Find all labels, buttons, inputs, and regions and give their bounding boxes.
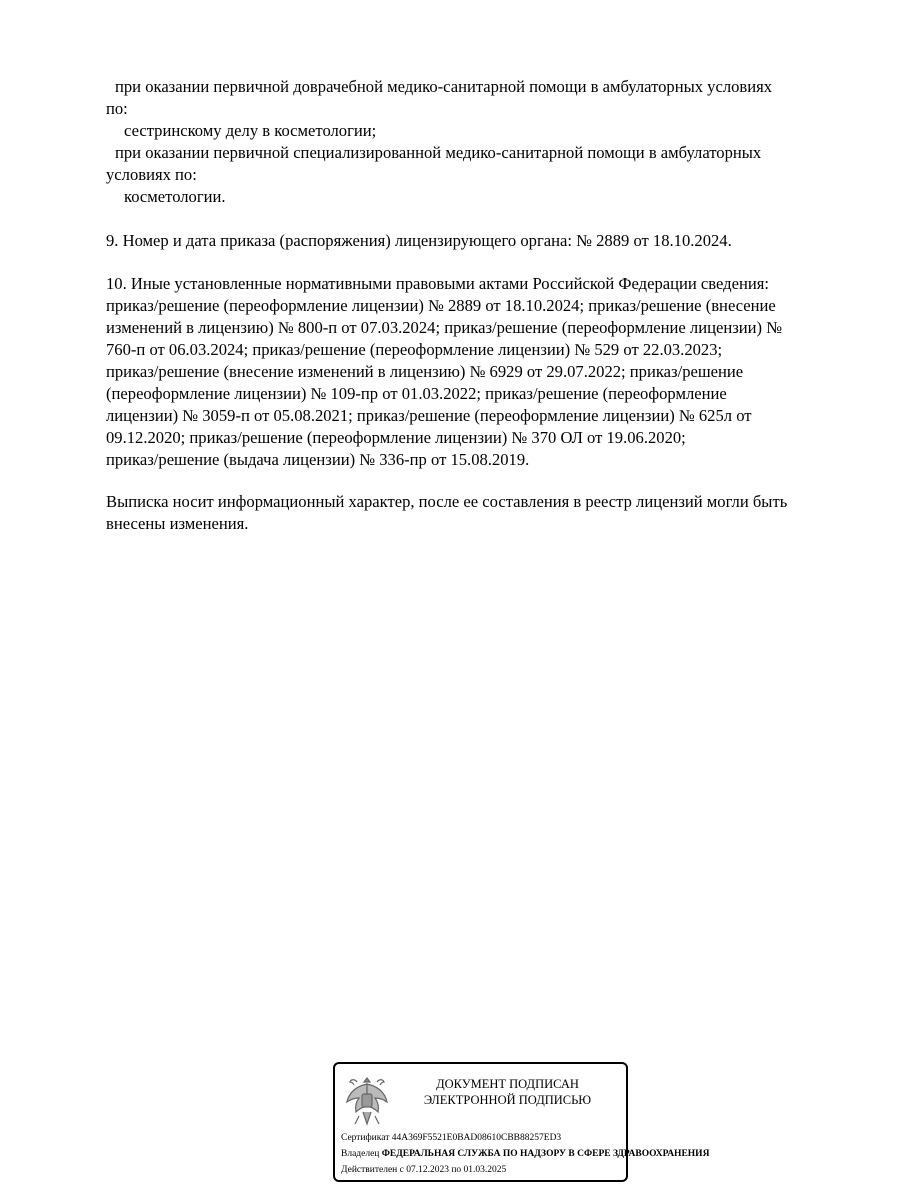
services-list (106, 76, 866, 208)
validity-row (341, 1162, 626, 1178)
text-line: приказ/решение (переоформление лицензии) № 2889 от 18.10.2024; приказ/решение (внесение (106, 296, 776, 315)
electronic-signature-stamp (333, 1062, 710, 1182)
section-10 (106, 273, 866, 471)
text-line: при оказании первичной специализированной медико-санитарной помощи в амбулаторных (115, 143, 762, 162)
text-line: 760-п от 06.03.2024; приказ/решение (переоформление лицензии) № 529 от 22.03.2023; (106, 340, 723, 359)
text-line: приказ/решение (выдача лицензии) № 336-пр от 15.08.2019. (106, 450, 530, 469)
text-line: 09.12.2020; приказ/решение (переоформление лицензии) № 370 ОЛ от 19.06.2020; (106, 428, 686, 447)
text-line: условиях по: (106, 165, 197, 184)
text-line: сестринскому делу в косметологии; (124, 121, 377, 140)
stamp-title-line: ДОКУМЕНТ ПОДПИСАН (436, 1077, 579, 1091)
stamp-title (395, 1076, 620, 1108)
certificate-row (341, 1130, 626, 1146)
order-number-line: 9. Номер и дата приказа (распоряжения) лицензирующего органа: № 2889 от 18.10.2024. (106, 231, 732, 250)
disclaimer (106, 491, 866, 535)
owner-label: Владелец (341, 1149, 380, 1159)
stamp-title-line: ЭЛЕКТРОННОЙ ПОДПИСЬЮ (423, 1093, 592, 1107)
text-line: 10. Иные установленные нормативными правовыми актами Российской Федерации сведения: (106, 274, 769, 293)
stamp-details (341, 1130, 710, 1178)
text-line: лицензии) № 3059-п от 05.08.2021; приказ/решение (переоформление лицензии) № 625л от (106, 406, 752, 425)
text-line: внесены изменения. (106, 514, 249, 533)
validity-text: Действителен с 07.12.2023 по 01.03.2025 (341, 1165, 507, 1175)
owner-value: ФЕДЕРАЛЬНАЯ СЛУЖБА ПО НАДЗОРУ В СФЕРЕ ЗДРАВООХРАНЕНИЯ (381, 1149, 710, 1159)
section-9 (106, 230, 866, 252)
text-line: по: (106, 99, 128, 118)
certificate-label: Сертификат (341, 1133, 390, 1143)
text-line: косметологии. (124, 187, 226, 206)
text-line: изменений в лицензию) № 800-п от 07.03.2024; приказ/решение (переоформление лицензии) № (106, 318, 783, 337)
text-line: при оказании первичной доврачебной медико-санитарной помощи в амбулаторных условиях (115, 77, 773, 96)
text-line: приказ/решение (внесение изменений в лицензию) № 6929 от 29.07.2022; приказ/решение (106, 362, 744, 381)
owner-row (341, 1146, 710, 1162)
text-line: Выписка носит информационный характер, после ее составления в реестр лицензий могли быть (106, 492, 788, 511)
double-headed-eagle-emblem-icon (343, 1072, 391, 1128)
certificate-value: 44A369F5521E0BAD08610CBB88257ED3 (391, 1133, 562, 1143)
text-line: (переоформление лицензии) № 109-пр от 01.03.2022; приказ/решение (переоформление (106, 384, 727, 403)
